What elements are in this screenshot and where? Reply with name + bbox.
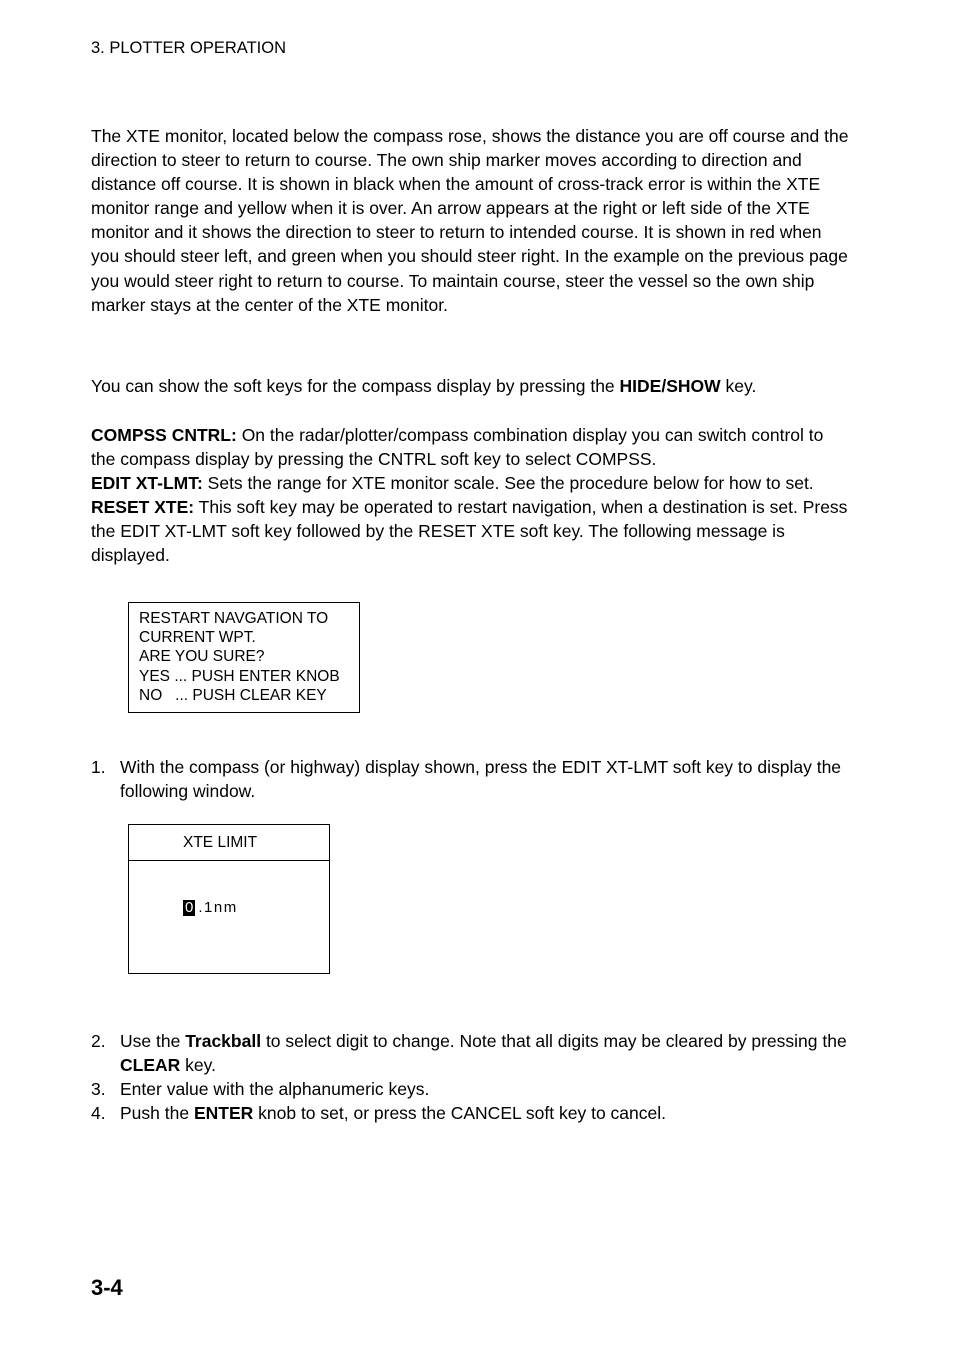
procedure-steps-2-4 bbox=[91, 1029, 851, 1125]
step-text: With the compass (or highway) display shown, press the EDIT XT-LMT soft key to display the following window. bbox=[120, 757, 842, 802]
page-number: 3-4 bbox=[91, 1275, 123, 1300]
step-text: knob to set, or press the CANCEL soft key to cancel. bbox=[253, 1103, 667, 1124]
procedure-step-4 bbox=[91, 1101, 851, 1125]
definition-compss-cntrl bbox=[91, 423, 851, 471]
xte-limit-title: XTE LIMIT bbox=[129, 825, 329, 861]
softkey-definitions bbox=[91, 423, 851, 568]
message-line: NO ... PUSH CLEAR KEY bbox=[139, 686, 327, 704]
procedure-step-3 bbox=[91, 1077, 851, 1101]
clear-key: CLEAR bbox=[120, 1055, 181, 1076]
step-text: Enter value with the alphanumeric keys. bbox=[120, 1079, 430, 1100]
message-line: ARE YOU SURE? bbox=[139, 648, 265, 666]
step-text: key. bbox=[180, 1055, 216, 1076]
message-line: RESTART NAVGATION TO bbox=[139, 610, 329, 627]
xte-limit-window bbox=[128, 824, 330, 974]
step-number: 2. bbox=[91, 1031, 106, 1051]
softkeys-intro bbox=[91, 374, 851, 398]
xte-monitor-text: The XTE monitor, located below the compass rose, shows the distance you are off course and the direction to steer to return to course. The own ship marker moves according to direction and distance off course. It is shown in black when the amount of cross-track error is within the XTE monitor range and yellow when it is over. An arrow appears at the right or left side of the XTE monitor and it shows the direction to steer to return to intended course. It is shown in red when you should steer left, and green when you should steer right. In the example on the previous page you would steer right to return to course. To maintain course, steer the vessel so the own ship marker stays at the center of the XTE monitor. bbox=[91, 126, 849, 315]
definition-reset-xte bbox=[91, 495, 851, 567]
definition-term: COMPSS CNTRL: bbox=[91, 425, 237, 445]
softkeys-intro-before: You can show the soft keys for the compass display by pressing the bbox=[91, 376, 620, 396]
enter-key: ENTER bbox=[193, 1103, 254, 1124]
step-number: 1. bbox=[91, 757, 106, 777]
hide-show-key: HIDE/SHOW bbox=[619, 376, 721, 396]
step-text: Use the bbox=[120, 1031, 186, 1051]
message-line: CURRENT WPT. bbox=[139, 629, 256, 647]
definition-text: Sets the range for XTE monitor scale. See the procedure below for how to set. bbox=[202, 473, 814, 494]
definition-term: RESET XTE: bbox=[91, 497, 195, 518]
step-number: 4. bbox=[91, 1103, 106, 1124]
definition-term: EDIT XT-LMT: bbox=[91, 473, 203, 494]
step-text: Push the bbox=[120, 1103, 194, 1124]
running-header: 3. PLOTTER OPERATION bbox=[91, 39, 286, 57]
softkeys-intro-after: key. bbox=[720, 376, 757, 396]
definition-edit-xt-lmt bbox=[91, 471, 851, 495]
definition-text: This soft key may be operated to restart navigation, when a destination is set. Press the EDIT XT-LMT soft key followed by the RESET XTE soft key. The following message is displayed. bbox=[91, 497, 848, 566]
xte-monitor-paragraph bbox=[91, 124, 851, 317]
trackball-key: Trackball bbox=[185, 1031, 262, 1051]
step-text: to select digit to change. Note that all digits may be cleared by pressing the bbox=[261, 1031, 847, 1051]
definition-text: On the radar/plotter/compass combination display you can switch control to the compass display by pressing the CNTRL soft key to select COMPSS. bbox=[91, 425, 824, 470]
step-number: 3. bbox=[91, 1079, 106, 1100]
procedure-step-1 bbox=[91, 755, 851, 803]
xte-limit-value[interactable] bbox=[183, 899, 238, 916]
digit-cursor[interactable]: 0 bbox=[185, 899, 194, 916]
procedure-step-2 bbox=[91, 1029, 851, 1077]
xte-limit-value-rest: .1nm bbox=[198, 899, 238, 916]
message-line: YES ... PUSH ENTER KNOB bbox=[139, 667, 340, 685]
restart-navigation-message-box bbox=[128, 602, 360, 713]
